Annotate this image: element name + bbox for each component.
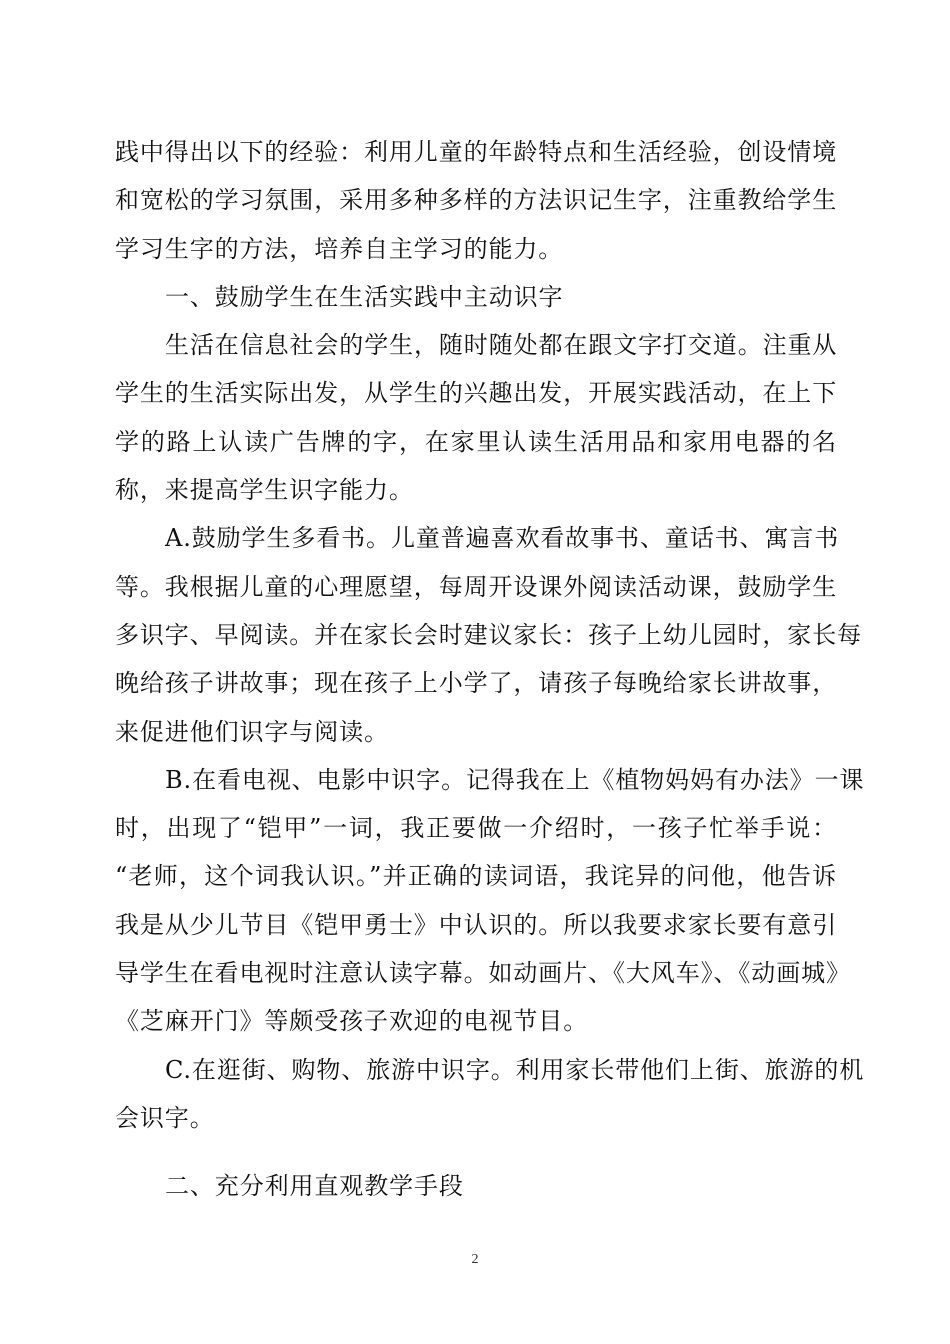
text-line: 多识字、早阅读。并在家长会时建议家长：孩子上幼儿园时，家长每	[115, 620, 862, 649]
paragraph-first-line: 生活在信息社会的学生，随时随处都在跟文字打交道。注重从	[165, 331, 838, 360]
text-line: 学的路上认读广告牌的字，在家里认读生活用品和家用电器的名	[115, 427, 837, 456]
text-line: 践中得出以下的经验：利用儿童的年龄特点和生活经验，创设情境	[115, 138, 838, 166]
text-line: 学生的生活实际出发，从学生的兴趣出发，开展实践活动，在上下	[115, 379, 838, 408]
text-line: 会识字。	[115, 1103, 215, 1132]
text-line: “老师，这个词我认识。”并正确的读词语，我诧异的问他，他告诉	[115, 862, 837, 891]
text-line: 《芝麻开门》等颇受孩子欢迎的电视节目。	[115, 1007, 589, 1036]
text-line: 晚给孩子讲故事；现在孩子上小学了，请孩子每晚给家长讲故事，	[115, 669, 838, 698]
body-text	[115, 128, 865, 1211]
page-number: 2	[471, 1252, 479, 1267]
text-line: 学习生字的方法，培养自主学习的能力。	[115, 234, 564, 263]
paragraph-first-line: C.在逛街、购物、旅游中识字。利用家长带他们上街、旅游的机	[165, 1055, 865, 1084]
paragraph-first-line: B.在看电视、电影中识字。记得我在上《植物妈妈有办法》一课	[165, 765, 865, 794]
text-line: 我是从少儿节目《铠甲勇士》中认识的。所以我要求家长要有意引	[115, 910, 838, 939]
section-heading: 二、充分利用直观教学手段	[165, 1172, 464, 1201]
text-line: 称，来提高学生识字能力。	[115, 476, 414, 505]
paragraph-first-line: A.鼓励学生多看书。儿童普遍喜欢看故事书、童话书、寓言书	[165, 524, 840, 553]
text-line: 来促进他们识字与阅读。	[115, 717, 389, 746]
text-line: 和宽松的学习氛围，采用多种多样的方法识记生字，注重教给学生	[115, 186, 838, 215]
text-line: 等。我根据儿童的心理愿望，每周开设课外阅读活动课，鼓励学生	[115, 572, 838, 601]
section-heading: 一、鼓励学生在生活实践中主动识字	[165, 282, 564, 311]
text-line: 导学生在看电视时注意认读字幕。如动画片、《大风车》、《动画城》	[115, 959, 851, 988]
text-line: 时，出现了“铠甲”一词，我正要做一介绍时，一孩子忙举手说：	[115, 814, 837, 843]
